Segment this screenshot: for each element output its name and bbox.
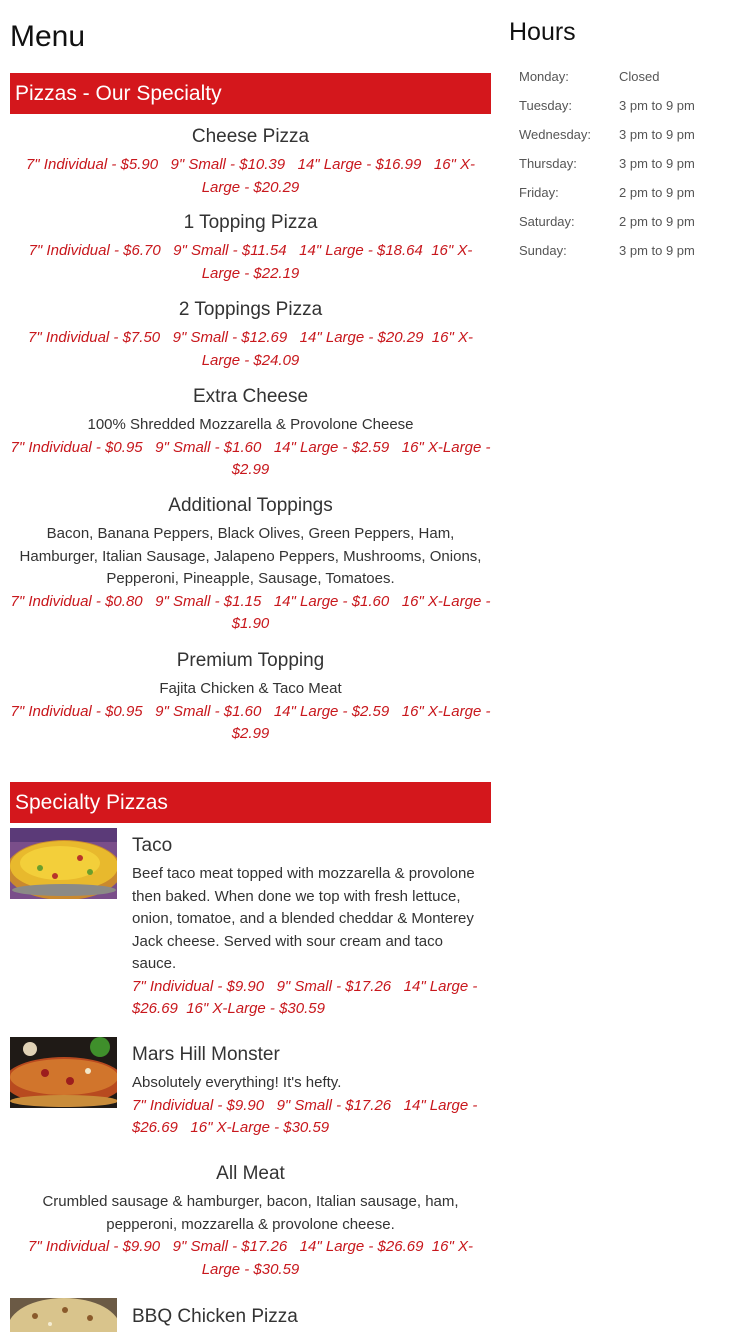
time-value: 3 pm to 9 pm [619,98,695,113]
item-title: Cheese Pizza [191,126,310,147]
time-value: 2 pm to 9 pm [619,185,695,200]
time-value: 2 pm to 9 pm [619,214,695,229]
specialty-item-all-meat [10,1162,491,1281]
time-value: 3 pm to 9 pm [619,127,695,142]
item-price: 7" Individual - $6.70 9" Small - $11.54 14" Large - $18.64 16" X-Large - $22.19 [28,242,473,282]
taco-pizza-photo [10,828,117,899]
hours-title: Hours [509,18,576,46]
item-price: 7" Individual - $0.95 9" Small - $1.60 14" Large - $2.59 16" X-Large - $2.99 [10,438,495,478]
menu-item-additional-toppings [10,494,495,636]
menu-item-extra-cheese [10,385,495,482]
item-title: 2 Toppings Pizza [178,299,323,320]
time-value: 3 pm to 9 pm [619,156,695,171]
day-label: Sunday: [519,243,567,258]
item-price: 7" Individual - $9.90 9" Small - $17.26 14" Large - $26.69 16" X-Large - $30.59 [132,977,482,1017]
specialty-text [132,1305,487,1332]
day-label: Monday: [519,69,569,84]
hours-row [519,91,695,120]
hours-row [519,120,695,149]
item-price: 7" Individual - $0.80 9" Small - $1.15 14" Large - $1.60 16" X-Large - $1.90 [10,592,495,632]
time-value: 3 pm to 9 pm [619,243,695,258]
specialty-item-taco [10,828,491,1028]
bbq-chicken-pizza-photo [10,1298,117,1332]
item-description: Crumbled sausage & hamburger, bacon, Italian sausage, ham, pepperoni, mozzarella & provolone cheese. [42,1193,459,1233]
mars-hill-monster-photo [10,1037,117,1108]
specialty-text [132,834,487,1021]
hours-table [519,62,695,265]
item-title: Taco [132,835,173,856]
menu-item-1-topping [10,211,491,285]
item-description: Absolutely everything! It's hefty. [132,1074,342,1091]
menu-item-cheese-pizza [10,125,491,199]
page-title: Menu [10,20,86,53]
item-price: 7" Individual - $9.90 9" Small - $17.26 14" Large - $26.69 16" X-Large - $30.59 [28,1238,473,1278]
item-price: 7" Individual - $0.95 9" Small - $1.60 14" Large - $2.59 16" X-Large - $2.99 [10,702,495,742]
hours-row [519,236,695,265]
hours-row [519,207,695,236]
item-title: 1 Topping Pizza [183,212,318,233]
item-title: All Meat [216,1163,285,1184]
item-title: Mars Hill Monster [132,1044,280,1065]
menu-item-2-toppings [10,298,491,372]
hours-row [519,178,695,207]
item-title: BBQ Chicken Pizza [132,1306,298,1327]
section-header-pizzas: Pizzas - Our Specialty [10,73,491,114]
item-title: Additional Toppings [168,495,333,516]
day-label: Wednesday: [519,127,592,142]
hours-row [519,149,695,178]
hours-row [519,62,695,91]
item-description: Bacon, Banana Peppers, Black Olives, Green Peppers, Ham, Hamburger, Italian Sausage, Jalapeno Peppers, Mushrooms, Onions, Pepperoni, Pineapple, Sausage, Tomatoes. [19,525,482,587]
item-title: Extra Cheese [192,386,309,407]
item-title: Premium Topping [176,650,325,671]
menu-item-premium-topping [10,649,495,746]
day-label: Saturday: [519,214,575,229]
day-label: Thursday: [519,156,577,171]
time-value: Closed [619,69,660,84]
item-description: Beef taco meat topped with mozzarella & provolone then baked. When done we top with fresh lettuce, onion, tomatoe, and a blended cheddar & Monterey Jack cheese. Served with sour cream and taco sauce. [132,865,475,972]
specialty-text [132,1043,487,1140]
day-label: Friday: [519,185,559,200]
item-price: 7" Individual - $9.90 9" Small - $17.26 14" Large - $26.69 16" X-Large - $30.59 [132,1096,482,1136]
day-label: Tuesday: [519,98,572,113]
section-header-specialty: Specialty Pizzas [10,782,491,823]
item-description: 100% Shredded Mozzarella & Provolone Cheese [87,416,414,433]
item-description: Fajita Chicken & Taco Meat [159,680,342,697]
item-price: 7" Individual - $7.50 9" Small - $12.69 14" Large - $20.29 16" X-Large - $24.09 [28,329,473,369]
item-price: 7" Individual - $5.90 9" Small - $10.39 14" Large - $16.99 16" X-Large - $20.29 [25,156,476,196]
specialty-item-mars-hill-monster [10,1037,491,1147]
specialty-item-bbq-chicken [10,1298,491,1332]
